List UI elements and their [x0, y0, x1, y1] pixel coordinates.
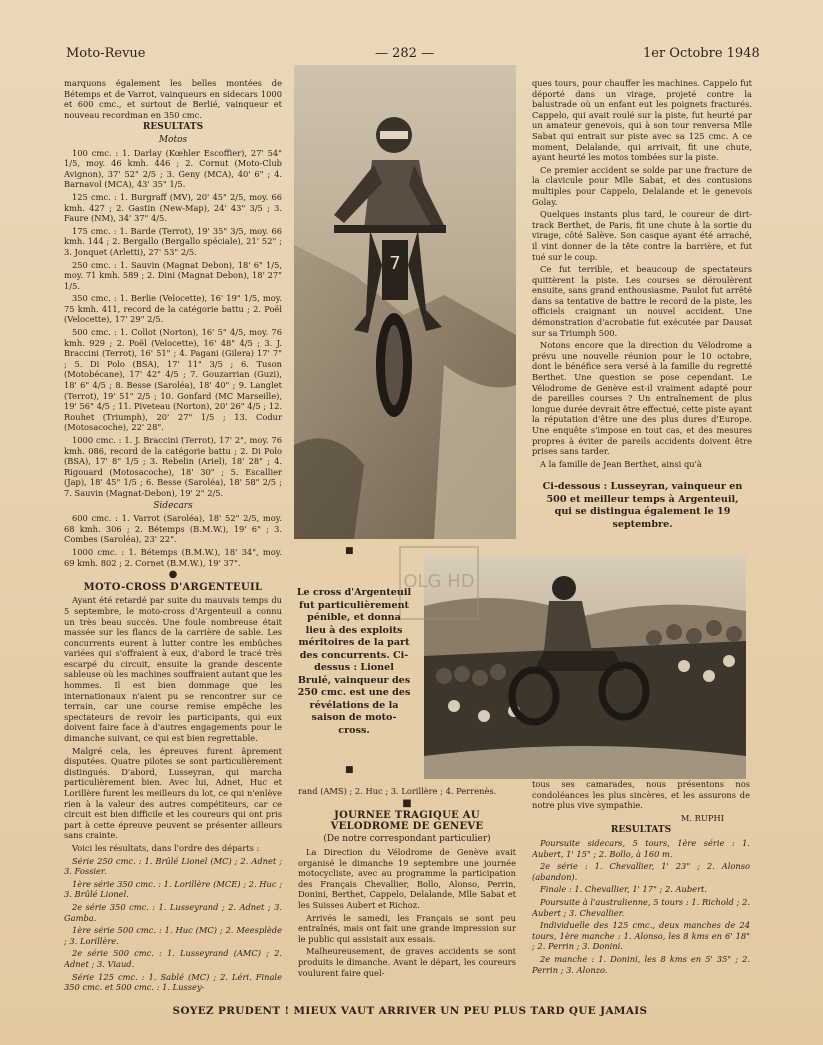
motocross-rider-image — [294, 65, 516, 539]
magazine-title: Moto-Revue — [66, 46, 146, 61]
geneve-result: Finale : 1. Chevallier, 1' 17" ; 2. Aubert. — [540, 884, 708, 895]
intro-paragraph: marquons également les belles montées de Bétemps et de Varrot, vainqueurs en sidecars 1000 et 600 cmc., et surtout de Berlié, vainqueur et nouveau recordman en 350 cmc. — [64, 78, 282, 120]
geneve-intro: La Direction du Vélodrome de Genève avait organisé le dimanche 19 septembre une journée motocycliste, avec au programme la participation des Français Chevallier, Bollo, Alonso, Perrin, Donini, Berthet, Cappelo, Delalande, Mlle Sabat et les Suisses Aubert et Richoz. — [298, 846, 516, 910]
column-left — [64, 78, 282, 994]
geneve-paragraph: Ce premier accident se solde par une fracture de la clavicule pour Mlle Sabat, et des contusions multiples pour Cappelo, Delalande et le genevois Golay. — [532, 164, 752, 207]
geneve-intro: Arrivés le samedi, les Français se sont peu entraînés, mais ont fait une grande impression sur le public qui assistait aux essais. — [298, 912, 516, 944]
column-right-top — [532, 78, 752, 478]
svg-text:7: 7 — [389, 253, 401, 274]
section-bullet: ● — [168, 569, 178, 581]
sidecars-subheading: Sidecars — [153, 500, 193, 511]
argenteuil-result: 2e série 500 cmc. : 1. Lusseyrand (AMC) ; 2. Adnet ; 3. Viaud. — [64, 948, 282, 969]
caption-lusseyran: Ci-dessous : Lusseyran, vainqueur en 500 et meilleur temps à Argenteuil, qui se distingua également le 19 septembre. — [542, 481, 743, 530]
argenteuil-result: 1ère série 350 cmc. : 1. Lorillère (MCE) ; 2. Huc ; 3. Brûlé Lionel. — [64, 878, 282, 900]
result-line: 100 cmc. : 1. Darlay (Kœhler Escoffier), 27' 54" 1/5, moy. 46 kmh. 446 ; 2. Cornut (Moto-Club Avignon), 37' 52" 2/5 ; 3. Geny (MCA), 40' 6" ; 4. Barnavol (MCA), 43' 35" 1/5. — [64, 147, 282, 190]
result-line: 350 cmc. : 1. Berlie (Velocette), 16' 19" 1/5, moy. 75 kmh. 411, record de la catégorie battu ; 2. Poël (Velocette), 17' 29" 2/5. — [64, 293, 282, 325]
geneve-result: 2e manche : 1. Donini, les 8 kms en 5' 35" ; 2. Perrin ; 3. Alonzo. — [532, 953, 750, 975]
article-paragraph: Ayant été retardé par suite du mauvais temps du 5 septembre, le moto-cross d'Argenteuil a connu un très beau succès. Une foule nombreuse était massée sur les flancs de la carrière de sable. Les concurrents eurent à lutter contre les embûches variées qui s'offraient à eux, d'abord le tracé très escarpé du circuit, ensuite la grande descente sableuse où les machines souffraient autant que les hommes. Il est bien dommage que les internationaux n'aient pu se rencontrer sur ce terrain, car une course remise empêche les spectateurs de revoir les participants, qui eux doivent faire face à d'autres engagements pour le dimanche suivant, ce qui est bien regrettable. — [64, 595, 282, 744]
geneve-paragraph: A la famille de Jean Berthet, ainsi qu'à — [540, 458, 702, 469]
argenteuil-result: Série 250 cmc. : 1. Brûlé Lionel (MC) ; 2. Adnet ; 3. Fossier. — [64, 855, 282, 877]
argenteuil-headline: MOTO-CROSS D'ARGENTEUIL — [83, 581, 263, 593]
motos-subheading: Motos — [158, 134, 188, 145]
argenteuil-result: 1ère série 500 cmc. : 1. Huc (MC) ; 2. Meesplède ; 3. Lorillère. — [64, 925, 282, 946]
argenteuil-result: Série 125 cmc. : 1. Sablé (MC) ; 2. Léri. Finale 350 cmc. et 500 cmc. : 1. Lussey- — [64, 971, 282, 993]
result-line: 175 cmc. : 1. Barde (Terrot), 19' 35" 3/5, moy. 66 kmh. 144 ; 2. Bergallo (Bergallo spéciale), 21' 52" ; 3. Jonquet (Arletti), 27' 53" 2/5. — [64, 225, 282, 257]
section-square: ■ — [402, 797, 412, 809]
geneve-result: 2e série : 1. Chevallier, 1' 23" ; 2. Alonso (abandon). — [532, 861, 750, 882]
sidecar-result-line: 600 cmc. : 1. Varrot (Saroléa), 18' 52" 2/5, moy. 68 kmh. 306 ; 2. Bétemps (B.M.W.), 19' 6" ; 3. Combes (Saroléa), 23' 22". — [64, 513, 282, 545]
column-right-bottom — [532, 779, 750, 997]
argenteuil-result: 2e série 350 cmc. : 1. Lusseyrand ; 2. Adnet ; 3. Gamba. — [64, 901, 282, 923]
caption-argenteuil: Le cross d'Argenteuil fut particulièrement pénible, et donna lieu à des exploits méritoires de la part des concurrents. Ci-dessus : Lionel Brulé, vainqueur des 250 cmc. est une des révélations de la saison de moto-cross. — [296, 587, 412, 736]
geneve-byline: (De notre correspondant particulier) — [323, 834, 491, 845]
sidecar-result-line: 1000 cmc. : 1. Bétemps (B.M.W.), 18' 34", moy. 69 kmh. 802 ; 2. Cornet (B.M.W.), 19' 37". — [64, 546, 282, 568]
result-line: 125 cmc. : 1. Burgraff (MV), 20' 45" 2/5, moy. 66 kmh. 427 ; 2. Gastin (New-Map), 24' 43" 3/5 ; 3. Faure (NM), 34' 37" 4/5. — [64, 191, 282, 224]
geneve-intro: Malheureusement, de graves accidents se sont produits le dimanche. Avant le départ, les coureurs voulurent faire quel- — [298, 946, 516, 978]
column-center-bottom — [298, 786, 516, 996]
result-line: 250 cmc. : 1. Sauvin (Magnat Debon), 18' 6" 1/5, moy. 71 kmh. 589 ; 2. Dini (Magnat Debon), 18' 27" 1/5. — [64, 259, 282, 291]
geneve-paragraph: Ce fut terrible, et beaucoup de spectateurs quittèrent la piste. Les courses se déroulèrent ensuite, sans grand enthousiasme. Paulot fut arrêté dans sa tentative de battre le record de la piste, les officiels craignant un nouvel accident. Une démonstration d'acrobatie fut exécutée par Dausat sur sa Triumph 500. — [532, 264, 752, 338]
geneve-headline: JOURNEE TRAGIQUE AU VELODROME DE GENEVE — [330, 810, 484, 832]
geneve-result: Poursuite à l'australienne, 5 tours : 1. Richold ; 2. Aubert ; 3. Chevallier. — [532, 896, 750, 918]
geneve-paragraph: Quelques instants plus tard, le coureur de dirt-track Berthet, de Paris, fit une chute à la sortie du virage, côté Salève. Son casque ayant été arraché, il vint donner de la tête contre la barrière, et fut tué sur le coup. — [532, 209, 752, 262]
geneve-result: Poursuite sidecars, 5 tours, 1ère série : 1. Aubert, 1' 15" ; 2. Bollo, à 160 m. — [532, 837, 750, 859]
geneve-paragraph: ques tours, pour chauffer les machines. Cappelo fut déporté dans un virage, projeté contre la balustrade où un enfant eut les poignets fracturés. Cappelo, qui avait roulé sur la piste, fut heurté par un amateur genevois, qui à son tour renversa Mlle Sabat qui entrait sur piste avec sa 125 cmc. A ce moment, Delalande, qui arrivait, fit une chute, ayant heurté les motos tombées sur la piste. — [532, 78, 752, 163]
issue-date: 1er Octobre 1948 — [643, 46, 760, 61]
separator-square: ■ — [345, 546, 354, 556]
argenteuil-continuation: rand (AMS) ; 2. Huc ; 3. Lorillère ; 4. Perrenès. — [298, 786, 497, 796]
geneve-results-heading: RESULTATS — [610, 825, 672, 836]
geneve-result: Individuelle des 125 cmc., deux manches de 24 tours, 1ère manche : 1. Alonso, les 8 kms en 6' 18" ; 2. Perrin ; 3. Donini. — [532, 920, 750, 952]
geneve-continuation: tous ses camarades, nous présentons nos condoléances les plus sincères, et les assurons de notre plus vive sympathie. — [532, 779, 750, 811]
watermark-text: OLG HD — [403, 571, 475, 592]
page-number: — 282 — — [375, 46, 435, 61]
result-line: 500 cmc. : 1. Collot (Norton), 16' 5" 4/5, moy. 76 kmh. 929 ; 2. Poël (Velocette), 16' 48" 4/5 ; 3. J. Braccini (Terrot), 16' 51" ; 4. Pagani (Gilera) 17' 7" ; 5. Di Polo (BSA), 17' 11" 3/5 ; 6. Tuson (Motobécane), 17' 42" 4/5 ; 7. Gouzarrian (Guzi), 18' 6" 4/5 ; 8. Besse (Saroléa), 18' 40" ; 9. Langlet (Terrot), 19' 51" 2/5 ; 10. Gonfard (MC Marseille), 19' 56" 4/5 ; 11. Piveteau (Norton), 20' 26" 4/5 ; 12. Rouhet (Triumph), 20' 27" 1/5 ; 13. Codur (Motosacoche), 22' 28". — [64, 327, 282, 433]
photo-lusseyran — [294, 65, 516, 539]
article-paragraph: Voici les résultats, dans l'ordre des départs : — [72, 842, 260, 853]
separator-square-2: ■ — [345, 765, 354, 775]
author-signature: M. RUPHI — [680, 812, 724, 823]
result-line: 1000 cmc. : 1. J. Braccini (Terrot), 17' 2", moy. 76 kmh. 086, record de la catégorie battu ; 2. Di Polo (BSA), 17' 8" 1/5 ; 3. Rebelin (Ariel), 18' 28" ; 4. Rigouard (Motosacoche), 18' 30" ; 5. Escallier (Jap), 18' 45" 1/5 ; 6. Besse (Saroléa), 18' 58" 2/5 ; 7. Sauvin (Magnat-Debon), 19' 2" 2/5. — [64, 435, 282, 498]
footer-slogan: SOYEZ PRUDENT ! MIEUX VAUT ARRIVER UN PEU PLUS TARD QUE JAMAIS — [172, 1005, 648, 1017]
geneve-paragraph: Notons encore que la direction du Vélodrome a prévu une nouvelle réunion pour le 10 octobre, dont le bénéfice sera versé à la famille du regretté Berthet. Une question se pose cependant. Le Vélodrome de Genève est-il vraiment adapté pour de pareilles courses ? Un entraînement de plus longue durée devrait être effectué, cette piste ayant la réputation d'être une des plus dures d'Europe. Une enquête s'impose en tout cas, et des mesures propres à éviter de pareils accidents doivent être prises sans tarder. — [532, 340, 752, 457]
article-paragraph: Malgré cela, les épreuves furent âprement disputées. Quatre pilotes se sont particulièrement distingués. D'abord, Lusseyran, qui marcha particulièrement bien. Avec lui, Adnet, Huc et Lorillère furent les meilleurs du lot, ce qui n'enlève rien à la valeur des autres compétiteurs, car ce circuit est bien difficile et les coureurs qui ont pris part à cette épreuve peuvent se présenter ailleurs sans crainte. — [64, 745, 282, 841]
results-heading: RESULTATS — [142, 122, 204, 133]
